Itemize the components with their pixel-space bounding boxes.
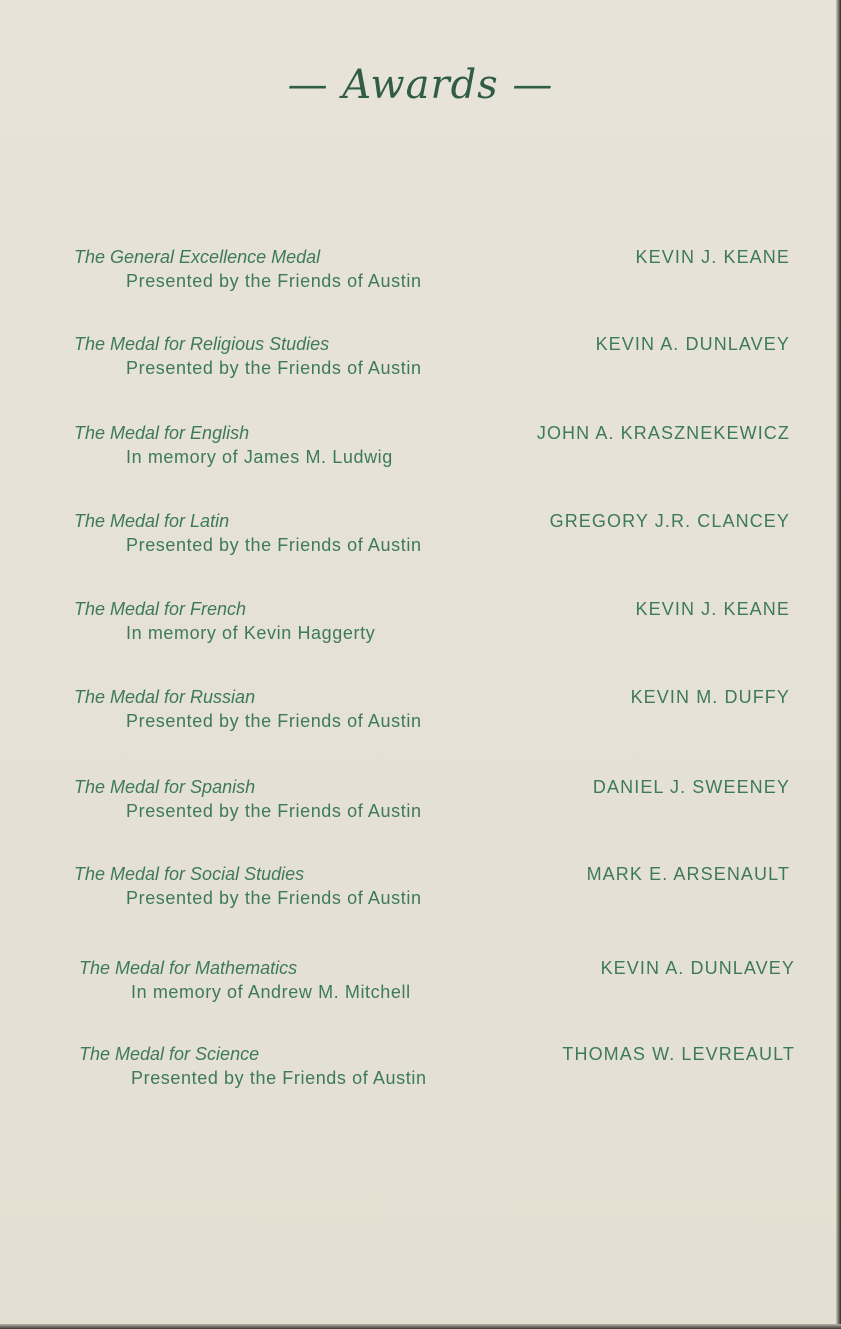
medal-recipient: MARK E. ARSENAULT: [586, 864, 790, 884]
award-entry: [74, 687, 790, 747]
medal-sponsor: Presented by the Friends of Austin: [131, 1068, 427, 1088]
medal-sponsor: In memory of Andrew M. Mitchell: [131, 982, 411, 1002]
award-entry: [74, 423, 790, 483]
medal-recipient: KEVIN J. KEANE: [635, 599, 790, 619]
medal-name: The Medal for Spanish: [74, 777, 256, 797]
medal-recipient: GREGORY J.R. CLANCEY: [549, 511, 790, 531]
medal-sponsor: Presented by the Friends of Austin: [126, 801, 422, 821]
medal-name: The Medal for Russian: [74, 687, 256, 707]
medal-recipient: JOHN A. KRASZNEKEWICZ: [536, 423, 790, 443]
medal-name: The Medal for English: [74, 423, 250, 443]
medal-sponsor: Presented by the Friends of Austin: [126, 271, 422, 291]
medal-sponsor: In memory of James M. Ludwig: [126, 447, 393, 467]
award-entry: [74, 599, 790, 659]
award-entry: [74, 247, 790, 307]
medal-sponsor: Presented by the Friends of Austin: [126, 711, 422, 731]
medal-recipient: DANIEL J. SWEENEY: [592, 777, 790, 797]
medal-recipient: KEVIN M. DUFFY: [630, 687, 790, 707]
award-entry: [79, 1044, 795, 1104]
page-edge-right: [836, 0, 841, 1329]
medal-recipient: KEVIN J. KEANE: [635, 247, 790, 267]
page-title: — Awards —: [287, 62, 554, 108]
medal-name: The Medal for French: [74, 599, 247, 619]
medal-name: The Medal for Latin: [74, 511, 230, 531]
page-edge-bottom: [0, 1324, 841, 1329]
medal-sponsor: Presented by the Friends of Austin: [126, 535, 422, 555]
medal-name: The Medal for Social Studies: [74, 864, 305, 884]
award-entry: [79, 958, 795, 1018]
medal-name: The Medal for Science: [79, 1044, 260, 1064]
award-entry: [74, 777, 790, 837]
medal-name: The General Excellence Medal: [74, 247, 321, 267]
medal-sponsor: In memory of Kevin Haggerty: [126, 623, 376, 643]
award-entry: [74, 334, 790, 394]
award-entry: [74, 864, 790, 924]
medal-sponsor: Presented by the Friends of Austin: [126, 358, 422, 378]
medal-recipient: KEVIN A. DUNLAVEY: [600, 958, 795, 978]
medal-name: The Medal for Mathematics: [79, 958, 298, 978]
medal-sponsor: Presented by the Friends of Austin: [126, 888, 422, 908]
medal-name: The Medal for Religious Studies: [74, 334, 330, 354]
medal-recipient: KEVIN A. DUNLAVEY: [595, 334, 790, 354]
medal-recipient: THOMAS W. LEVREAULT: [562, 1044, 795, 1064]
award-entry: [74, 511, 790, 571]
